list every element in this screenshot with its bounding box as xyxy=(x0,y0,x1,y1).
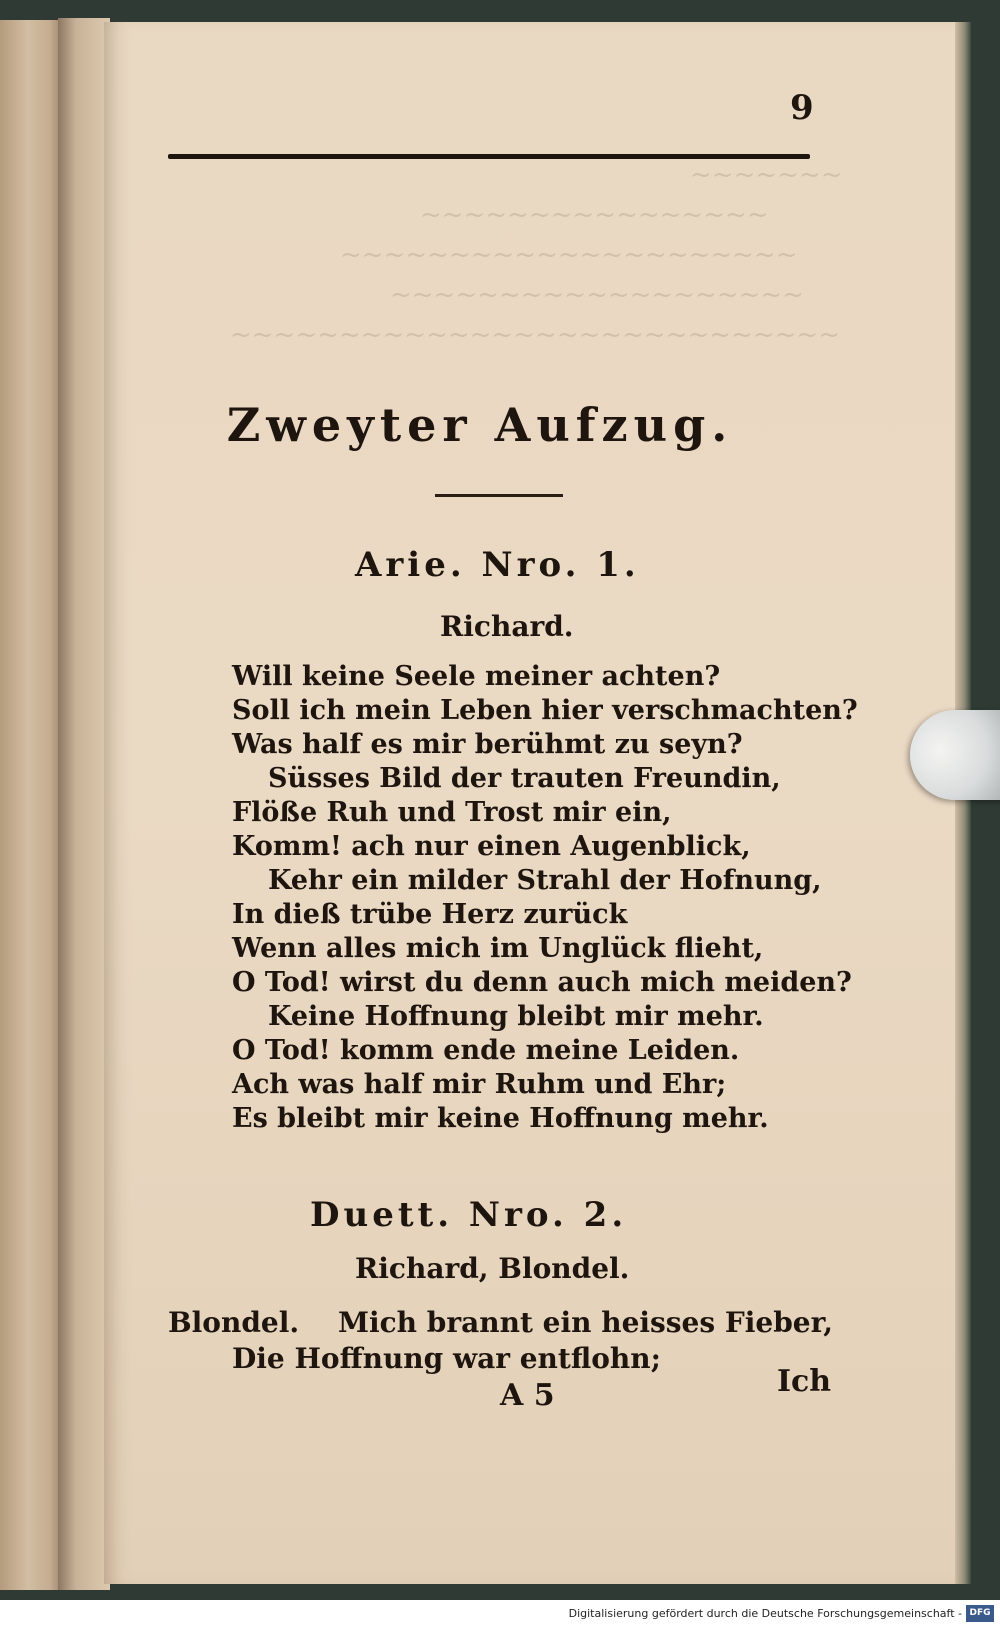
show-through-text: ~~~~~~~ xyxy=(690,160,843,190)
verse-line: Soll ich mein Leben hier verschmachten? xyxy=(232,695,858,726)
verse-line: Ach was half mir Ruhm und Ehr; xyxy=(232,1069,727,1100)
verse-line: O Tod! komm ende meine Leiden. xyxy=(232,1035,740,1066)
facing-page-edge xyxy=(0,20,62,1590)
page-clip xyxy=(910,710,1000,800)
aria-verse xyxy=(232,660,858,1136)
verse-line: Komm! ach nur einen Augenblick, xyxy=(232,831,751,862)
verse-line: Wenn alles mich im Unglück flieht, xyxy=(232,933,764,964)
verse-line: Was half es mir berühmt zu seyn? xyxy=(232,729,743,760)
show-through-text: ~~~~~~~~~~~~~~~~~~~~~ xyxy=(340,240,798,270)
book-gutter xyxy=(58,18,110,1590)
duet-line: Mich brannt ein heisses Fieber, xyxy=(338,1306,834,1339)
verse-line: Will keine Seele meiner achten? xyxy=(232,661,721,692)
verse-line: Süsses Bild der trauten Freundin, xyxy=(268,763,781,794)
show-through-text: ~~~~~~~~~~~~~~~~~~~ xyxy=(390,280,804,310)
header-rule xyxy=(168,154,810,159)
verse-line: Es bleibt mir keine Hoffnung mehr. xyxy=(232,1103,769,1134)
aria-title: Arie. Nro. 1. xyxy=(355,545,640,585)
catchword: Ich xyxy=(777,1364,832,1399)
verse-line: Flöße Ruh und Trost mir ein, xyxy=(232,797,672,828)
title-divider xyxy=(435,494,563,497)
dfg-logo: DFG xyxy=(966,1605,994,1622)
duet-title: Duett. Nro. 2. xyxy=(310,1195,628,1235)
page-number: 9 xyxy=(790,88,814,128)
verse-line: O Tod! wirst du denn auch mich meiden? xyxy=(232,967,852,998)
verse-line: Kehr ein milder Strahl der Hofnung, xyxy=(268,865,822,896)
duet-line: Die Hoffnung war entflohn; xyxy=(232,1342,661,1375)
signature-mark: A 5 xyxy=(500,1378,555,1413)
verse-line: In dieß trübe Herz zurück xyxy=(232,899,628,930)
show-through-text: ~~~~~~~~~~~~~~~~ xyxy=(420,200,769,230)
duet-speaker-label: Blondel. xyxy=(168,1306,300,1339)
aria-speaker: Richard. xyxy=(440,610,574,643)
page-edge-shadow xyxy=(955,22,971,1584)
verse-line: Keine Hoffnung bleibt mir mehr. xyxy=(268,1001,764,1032)
funding-credit: Digitalisierung gefördert durch die Deutsche Forschungsgemeinschaft - xyxy=(568,1607,962,1620)
digitization-footer xyxy=(0,1600,1000,1629)
duet-speakers: Richard, Blondel. xyxy=(355,1252,630,1285)
act-title: Zweyter Aufzug. xyxy=(226,398,734,452)
show-through-text: ~~~~~~~~~~~~~~~~~~~~~~~~~~~~ xyxy=(230,320,840,350)
